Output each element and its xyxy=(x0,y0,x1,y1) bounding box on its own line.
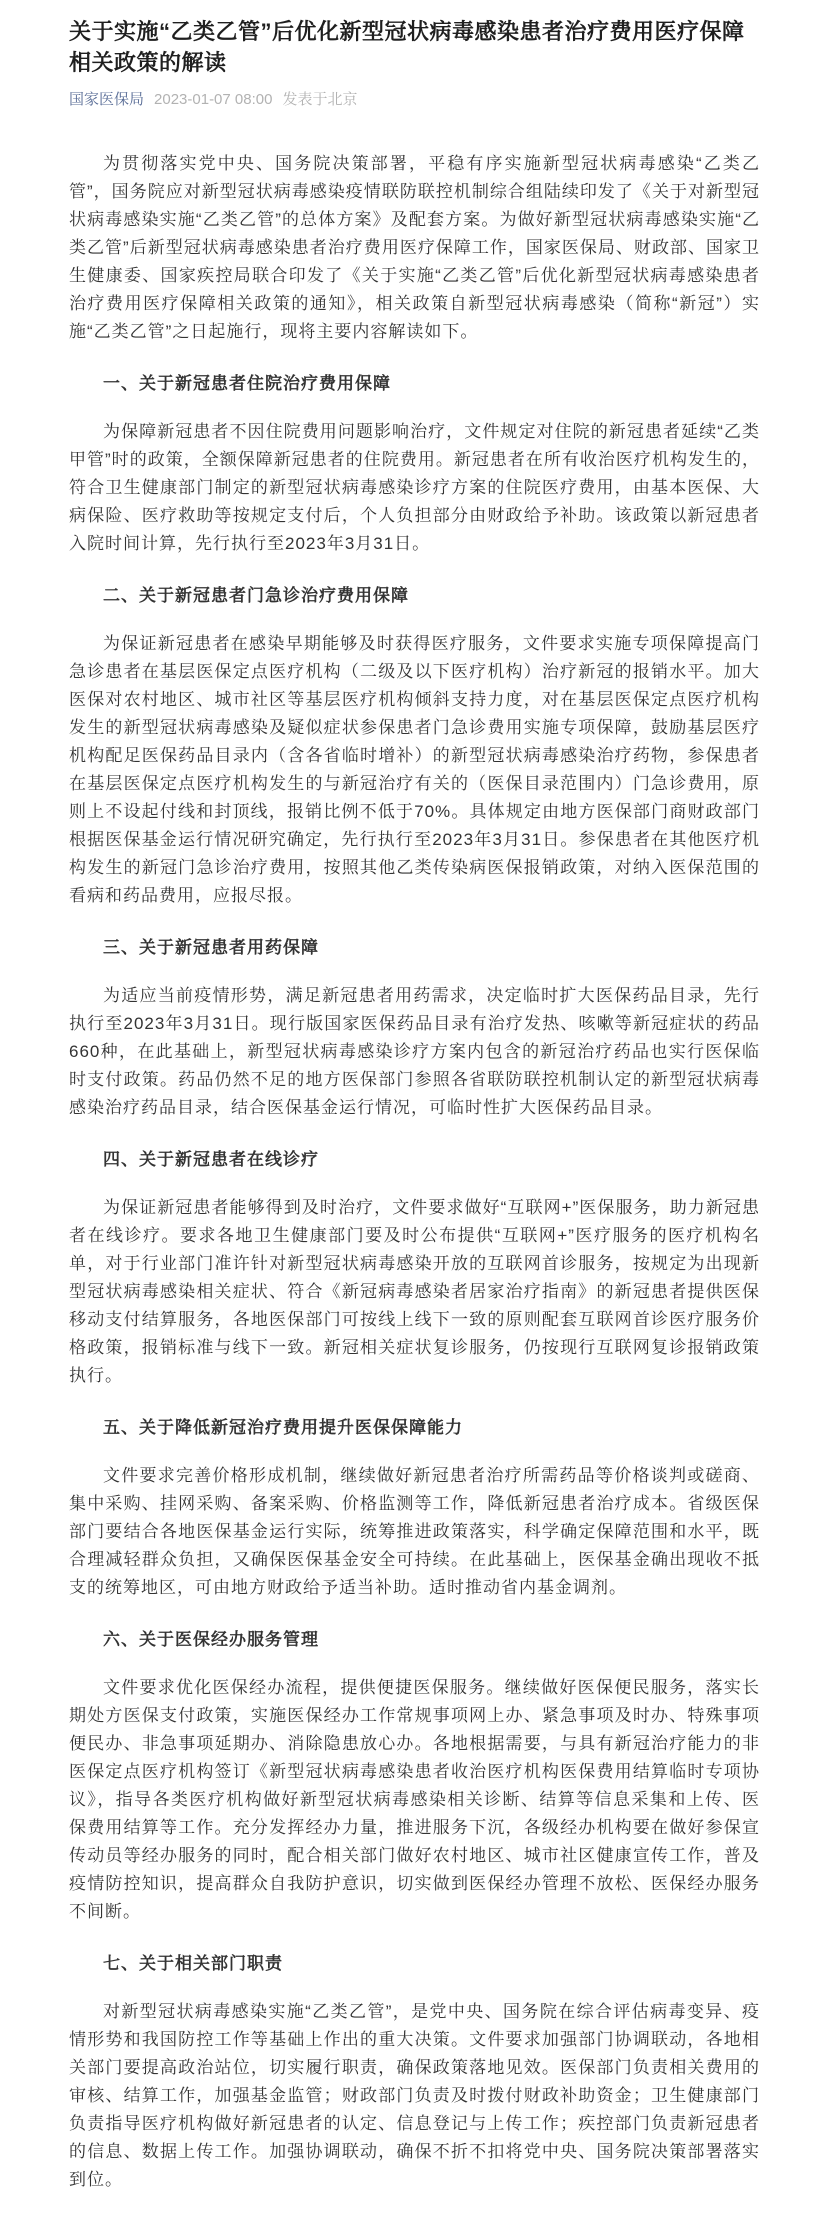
section-medication xyxy=(69,934,760,1122)
section-paragraph: 为保证新冠患者在感染早期能够及时获得医疗服务，文件要求实施专项保障提高门急诊患者在基层医保定点医疗机构（二级及以下医疗机构）治疗新冠的报销水平。加大医保对农村地区、城市社区等基层医疗机构倾斜支持力度，对在基层医保定点医疗机构发生的新型冠状病毒感染及疑似症状参保患者门急诊费用实施专项保障，鼓励基层医疗机构配足医保药品目录内（含各省临时增补）的新型冠状病毒感染治疗药物，参保患者在基层医保定点医疗机构发生的与新冠治疗有关的（医保目录范围内）门急诊费用，原则上不设起付线和封顶线，报销比例不低于70%。具体规定由地方医保部门商财政部门根据医保基金运行情况研究确定，先行执行至2023年3月31日。参保患者在其他医疗机构发生的新冠门急诊治疗费用，按照其他乙类传染病医保报销政策，对纳入医保范围的看病和药品费用，应报尽报。 xyxy=(69,634,760,905)
byline xyxy=(69,90,760,110)
section-outpatient-emergency xyxy=(69,582,760,910)
section-hospitalization xyxy=(69,370,760,558)
section-heading: 七、关于相关部门职责 xyxy=(103,1954,283,1973)
section-heading: 四、关于新冠患者在线诊疗 xyxy=(103,1150,319,1169)
section-heading: 一、关于新冠患者住院治疗费用保障 xyxy=(103,374,391,393)
section-heading: 二、关于新冠患者门急诊治疗费用保障 xyxy=(103,586,409,605)
section-paragraph: 文件要求完善价格形成机制，继续做好新冠患者治疗所需药品等价格谈判或磋商、集中采购、挂网采购、备案采购、价格监测等工作，降低新冠患者治疗成本。省级医保部门要结合各地医保基金运行实际，统筹推进政策落实，科学确定保障范围和水平，既合理减轻群众负担，又确保医保基金安全可持续。在此基础上，医保基金确出现收不抵支的统筹地区，可由地方财政给予适当补助。适时推动省内基金调剂。 xyxy=(69,1466,760,1597)
account-name-link[interactable]: 国家医保局 xyxy=(69,91,145,108)
section-paragraph: 为保障新冠患者不因住院费用问题影响治疗，文件规定对住院的新冠患者延续“乙类甲管”时的政策，全额保障新冠患者的住院费用。新冠患者在所有收治医疗机构发生的，符合卫生健康部门制定的新型冠状病毒感染诊疗方案的住院医疗费用，由基本医保、大病保险、医疗救助等按规定支付后，个人负担部分由财政给予补助。该政策以新冠患者入院时间计算，先行执行至2023年3月31日。 xyxy=(69,422,760,553)
section-service-management xyxy=(69,1626,760,1926)
section-cost-reduction xyxy=(69,1414,760,1602)
section-heading: 六、关于医保经办服务管理 xyxy=(103,1630,319,1649)
article-title: 关于实施“乙类乙管”后优化新型冠状病毒感染患者治疗费用医疗保障相关政策的解读 xyxy=(69,19,745,75)
section-department-duties xyxy=(69,1950,760,2194)
publish-datetime: 2023-01-07 08:00 xyxy=(154,91,273,108)
section-heading: 五、关于降低新冠治疗费用提升医保保障能力 xyxy=(103,1418,463,1437)
section-paragraph: 文件要求优化医保经办流程，提供便捷医保服务。继续做好医保便民服务，落实长期处方医保支付政策，实施医保经办工作常规事项网上办、紧急事项及时办、特殊事项便民办、非急事项延期办、消除隐患放心办。各地根据需要，与具有新冠治疗能力的非医保定点医疗机构签订《新型冠状病毒感染患者收治医疗机构医保费用结算临时专项协议》，指导各类医疗机构做好新型冠状病毒感染相关诊断、结算等信息采集和上传、医保费用结算等工作。充分发挥经办力量，推进服务下沉，各级经办机构要在做好参保宣传动员等经办服务的同时，配合相关部门做好农村地区、城市社区健康宣传工作，普及疫情防控知识，提高群众自我防护意识，切实做到医保经办管理不放松、医保经办服务不间断。 xyxy=(69,1678,760,1921)
intro-paragraph: 为贯彻落实党中央、国务院决策部署，平稳有序实施新型冠状病毒感染“乙类乙管”，国务院应对新型冠状病毒感染疫情联防联控机制综合组陆续印发了《关于对新型冠状病毒感染实施“乙类乙管”的总体方案》及配套方案。为做好新型冠状病毒感染实施“乙类乙管”后新型冠状病毒感染患者治疗费用医疗保障工作，国家医保局、财政部、国家卫生健康委、国家疾控局联合印发了《关于实施“乙类乙管”后优化新型冠状病毒感染患者治疗费用医疗保障相关政策的通知》，相关政策自新型冠状病毒感染（简称“新冠”）实施“乙类乙管”之日起施行，现将主要内容解读如下。 xyxy=(69,154,760,341)
section-heading: 三、关于新冠患者用药保障 xyxy=(103,938,319,957)
publish-location: 发表于北京 xyxy=(282,91,358,108)
section-paragraph: 为适应当前疫情形势，满足新冠患者用药需求，决定临时扩大医保药品目录，先行执行至2023年3月31日。现行版国家医保药品目录有治疗发热、咳嗽等新冠症状的药品660种，在此基础上，新型冠状病毒感染诊疗方案内包含的新冠治疗药品也实行医保临时支付政策。药品仍然不足的地方医保部门参照各省联防联控机制认定的新型冠状病毒感染治疗药品目录，结合医保基金运行情况，可临时性扩大医保药品目录。 xyxy=(69,986,760,1117)
section-paragraph: 对新型冠状病毒感染实施“乙类乙管”，是党中央、国务院在综合评估病毒变异、疫情形势和我国防控工作等基础上作出的重大决策。文件要求加强部门协调联动，各地相关部门要提高政治站位，切实履行职责，确保政策落地见效。医保部门负责相关费用的审核、结算工作，加强基金监管；财政部门负责及时拨付财政补助资金；卫生健康部门负责指导医疗机构做好新冠患者的认定、信息登记与上传工作；疾控部门负责新冠患者的信息、数据上传工作。加强协调联动，确保不折不扣将党中央、国务院决策部署落实到位。 xyxy=(69,2002,760,2189)
article-body xyxy=(69,150,760,2194)
section-online-diagnosis xyxy=(69,1146,760,1390)
section-paragraph: 为保证新冠患者能够得到及时治疗，文件要求做好“互联网+”医保服务，助力新冠患者在线诊疗。要求各地卫生健康部门要及时公布提供“互联网+”医疗服务的医疗机构名单，对于行业部门准许针对新型冠状病毒感染开放的互联网首诊服务，按规定为出现新型冠状病毒感染相关症状、符合《新冠病毒感染者居家治疗指南》的新冠患者提供医保移动支付结算服务，各地医保部门可按线上线下一致的原则配套互联网首诊医疗服务价格政策，报销标准与线下一致。新冠相关症状复诊服务，仍按现行互联网复诊报销政策执行。 xyxy=(69,1198,760,1385)
